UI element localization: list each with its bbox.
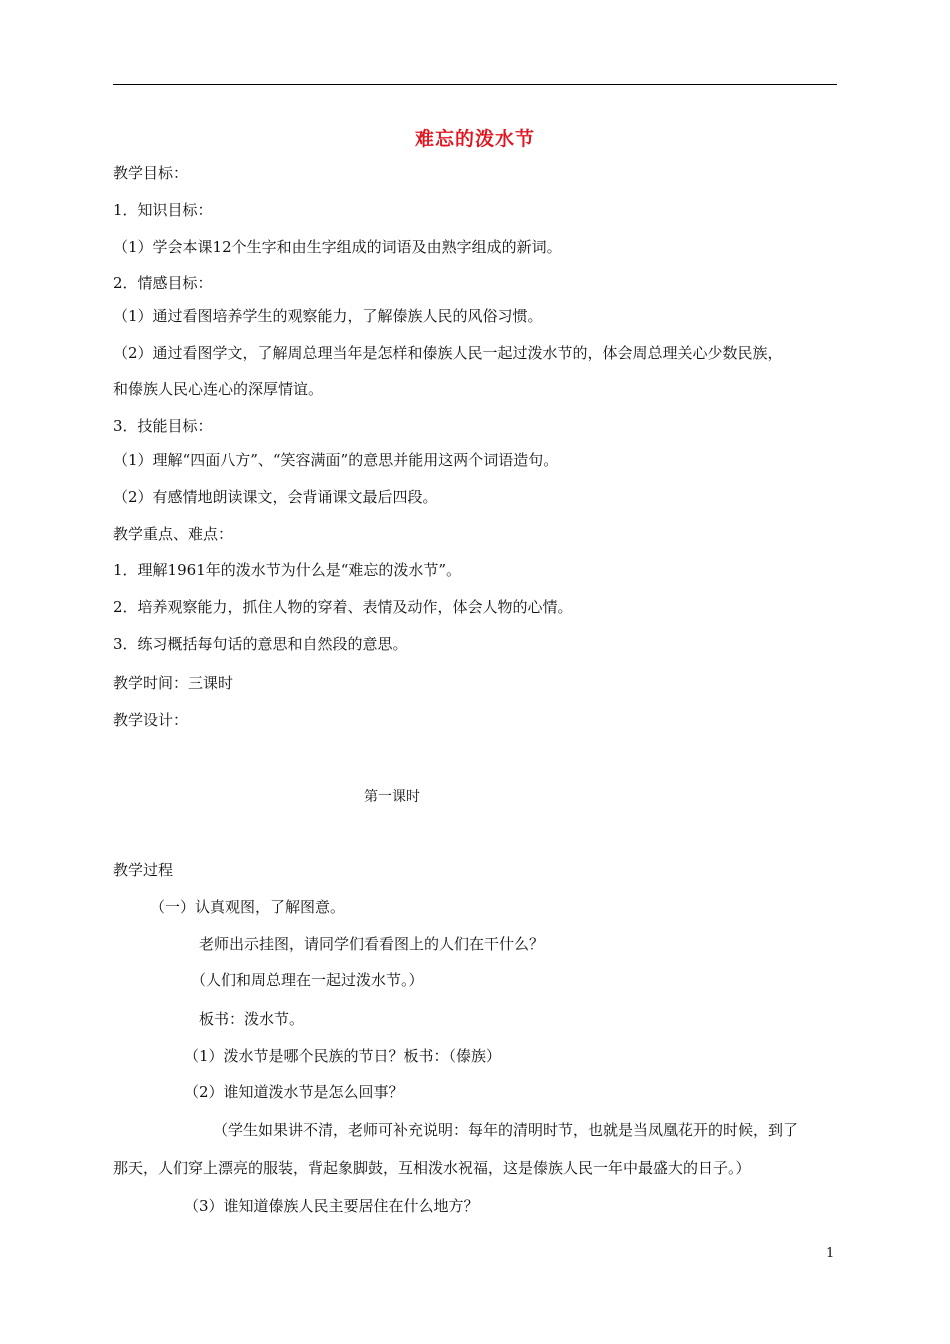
text-line: 2．培养观察能力，抓住人物的穿着、表情及动作，体会人物的心情。: [113, 598, 573, 616]
text-line: 教学过程: [113, 861, 174, 879]
text-line: （1）理解“四面八方”、“笑容满面”的意思并能用这两个词语造句。: [113, 451, 559, 469]
text-line: （2）有感情地朗读课文，会背诵课文最后四段。: [113, 488, 438, 506]
text-line: （1）学会本课12个生字和由生字组成的词语及由熟字组成的新词。: [113, 238, 562, 256]
page-number: 1: [826, 1246, 835, 1261]
text-line: （2）通过看图学文，了解周总理当年是怎样和傣族人民一起过泼水节的，体会周总理关心少数民族，: [113, 344, 783, 362]
text-line: （一）认真观图，了解图意。: [150, 898, 346, 916]
text-line: 老师出示挂图，请同学们看看图上的人们在干什么？: [199, 935, 545, 953]
text-line: 教学目标：: [113, 164, 189, 182]
text-line: 3．技能目标：: [113, 417, 213, 435]
text-line: 和傣族人民心连心的深厚情谊。: [113, 380, 324, 398]
text-line: （1）通过看图培养学生的观察能力，了解傣族人民的风俗习惯。: [113, 307, 543, 325]
text-line: 教学设计：: [113, 711, 189, 729]
text-line: 2．情感目标：: [113, 274, 213, 292]
text-line: 那天，人们穿上漂亮的服装，背起象脚鼓，互相泼水祝福，这是傣族人民一年中最盛大的日子。）: [113, 1159, 751, 1177]
text-line: 1．知识目标：: [113, 201, 213, 219]
text-line: （学生如果讲不清，老师可补充说明：每年的清明时节，也就是当凤凰花开的时候，到了: [213, 1121, 799, 1139]
text-line: （2）谁知道泼水节是怎么回事？: [184, 1083, 404, 1101]
header-rule: [113, 84, 837, 85]
text-line: 1．理解1961年的泼水节为什么是“难忘的泼水节”。: [113, 561, 462, 579]
text-line: （1）泼水节是哪个民族的节日？板书：（傣族）: [184, 1047, 502, 1065]
text-line: （3）谁知道傣族人民主要居住在什么地方？: [184, 1197, 479, 1215]
text-line: 教学重点、难点：: [113, 525, 234, 543]
text-line: 3．练习概括每句话的意思和自然段的意思。: [113, 635, 408, 653]
text-line: 板书：泼水节。: [199, 1010, 305, 1028]
text-line: 教学时间：三课时: [113, 674, 234, 692]
section-heading: 第一课时: [364, 789, 420, 805]
page-title: 难忘的泼水节: [414, 128, 535, 150]
text-line: （人们和周总理在一起过泼水节。）: [191, 971, 424, 989]
